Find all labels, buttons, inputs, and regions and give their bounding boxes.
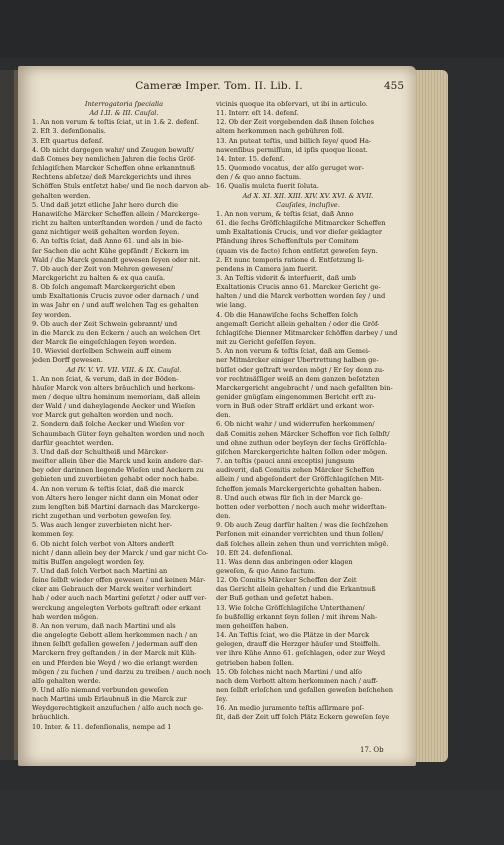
text-line: mögen / zu ſuchen / und darzu zu treiben / auch noch <box>32 667 211 676</box>
text-line: 3. Eſt quartus defenſ. <box>32 136 104 145</box>
text-line: genider gnügſam eingenommen Bericht erſt zu- <box>216 393 376 401</box>
text-line: Marckgericht zu halten & ex qua cauſa. <box>32 273 166 282</box>
text-line: altem herkommen nach gebühren ſoll. <box>216 127 345 136</box>
text-line: jeden Dorff gewesen. <box>32 356 103 365</box>
text-line: in was Jahr en / und auff welchen Tag es gehalten <box>32 301 199 310</box>
text-line: kommen ſey. <box>32 530 75 539</box>
text-line: Interrogatoria ſpecialia <box>84 100 164 108</box>
page-stack-edges <box>414 70 448 762</box>
text-line: den. <box>216 512 231 521</box>
text-line: gelegen, drauff die Herzger häuſer und Steiffelh. <box>216 640 381 649</box>
text-line: umb Exaltationis Crucis, und vor dieſer geklagter <box>216 228 383 237</box>
text-line: (quam vis de facto) ſchon entſetzt geweſen ſeyn. <box>216 246 378 255</box>
text-line: 5. Was auch lenger zuverbieten nicht her- <box>32 521 173 530</box>
text-line: mit zu Gericht geſeſſen ſeyen. <box>216 338 316 347</box>
text-line: 9. Ob auch Zeug darfür halten / was die ſechſzehen <box>216 521 388 530</box>
text-line: ſchlagiſchen Marcker Scheffen ohne erkanntnuß <box>32 164 195 173</box>
text-line: mitis Buſſen angelegt worden ſey. <box>32 557 145 566</box>
text-line: Marckergericht angebracht / und nach gefallten bin- <box>216 383 393 392</box>
text-line: 6. Ob nicht ſolch verbot von Alters anderſt <box>32 539 175 548</box>
text-line: 10. Eſt 24. defenſional. <box>216 548 293 557</box>
text-line: und ohne zuthun oder beyſeyn der ſechs Gröfſchla- <box>216 438 387 447</box>
text-line: allein / und abgeſondert der Gröfſchlagiſchen Mit- <box>216 475 384 484</box>
text-line: 9. Und alſo niemand verbunden geweſen <box>32 686 169 694</box>
text-line: 7. Und daß ſolch Verbot nach Martini an <box>32 566 168 575</box>
text-line: 12. Ob der Zeit vorgebenden daß ihnen ſolches <box>216 118 375 127</box>
text-line: 14. An Teſtis ſciat, wo die Plätze in der Marck <box>216 631 370 640</box>
text-line: umb Exaltationis Crucis zuvor oder darnach / und <box>32 292 199 301</box>
text-line: Pfändung ihres Scheffenſtuls per Comitem <box>216 237 359 246</box>
text-line: daß ſolches allein zehen thun und verrichten mögē. <box>216 539 389 548</box>
text-line: Marckern frey geſtanden / in der Marck mit Küh- <box>32 649 197 658</box>
text-line: 6. Ob nicht wahr / und widerrufen herkommen/ <box>216 420 375 429</box>
text-line: men geheiſſen haben. <box>216 621 289 630</box>
text-line: büſſet oder geſtraft werden mögt / Er ſey denn zu- <box>216 365 385 374</box>
text-line: bräuchlich. <box>32 713 70 722</box>
text-line: angemaſt Gericht allein gehalten / oder die Gröf- <box>216 319 380 328</box>
text-line: ſcheffen jemals Marckergerichte gehalten haben. <box>216 484 382 493</box>
text-line: der Marck ſie eingeſchlagen ſeyen worden. <box>32 338 177 347</box>
text-line: ver ihre Kühe Anno 61. geſchlagen, oder zur Weyd <box>216 649 386 658</box>
text-line: vorn in Buß oder Straff erklärt und erkant wor- <box>216 402 375 411</box>
text-line: 4. Ob die Hanawiſche ſechs Scheffen ſolch <box>216 310 358 319</box>
text-line: nicht / dann allein bey der Marck / und gar nicht Co- <box>32 548 209 557</box>
text-line: 1. An non verum & teſtis ſciat, ut in 1.& 2. defenſ. <box>32 118 199 127</box>
text-line: ſchlagiſche Dienner Mitmarcker ſchöffen darbey / und <box>216 328 398 337</box>
running-header <box>30 80 408 98</box>
text-line: 8. An non verum, daß nach Martini und als <box>32 621 176 630</box>
text-line: men / deque ultra hominum memoriam, daß allein <box>32 393 201 401</box>
text-line: 5. An non verum & teſtis ſciat, daß am Gemei- <box>216 347 371 356</box>
text-line: Schaumbach Güter ſeyn gehalten worden und noch <box>32 429 205 438</box>
text-line: hab werden mögen. <box>32 612 99 621</box>
text-line: wie lang. <box>216 301 247 310</box>
text-line: 15. Ob ſolches nicht nach Martini / und alſo <box>216 667 363 676</box>
text-line: richt zugethan und verboten geweſen ſey. <box>32 512 172 521</box>
text-line: 9. Ob auch der Zeit Schwein gebrannt/ und <box>32 319 178 328</box>
text-line: 7. Ob auch der Zeit von Mehren gewesen/ <box>32 264 173 273</box>
text-line: ſo bußfellig erkannt ſeyn ſollen / mit ihrem Nah- <box>216 612 378 621</box>
text-line: Perſonen mit einander verrichten und thun ſollen/ <box>216 530 384 539</box>
text-line: der Buß gethan und geſetzt haben. <box>216 594 334 603</box>
text-line: ner Mitmärcker einiger Ubertrettung halben ge- <box>216 356 379 365</box>
text-line: 7. an teſtis (pauci anni exceptis) jungsum <box>216 457 355 466</box>
text-line: nach dem Verbott altem herkommen nach / auff- <box>216 676 378 685</box>
text-line: audiverit, daß Comitis zehen Märcker Scheffen <box>216 466 375 475</box>
text-line: darfür geachtet werden. <box>32 438 114 447</box>
text-line: Ad X. XI. XII. XIII. XIV. XV. XVI. & XVII. <box>242 191 374 200</box>
text-line: 11. Interr. eſt 14. defenſ. <box>216 109 299 118</box>
text-line: cker am Gebrauch der Marck weiter verhindert <box>32 585 192 594</box>
right-text-column <box>216 100 400 755</box>
text-line: in die Marck zu den Eckern / auch an welchen Ort <box>32 328 201 337</box>
text-line: Ad IV. V. VI. VII. VIII. & IX. Cauſal. <box>66 365 182 374</box>
left-text-column <box>32 100 216 755</box>
text-line: Ad I.II. & III. Cauſal. <box>89 109 159 118</box>
text-line: 6. An teſtis ſciat, daß Anno 61. und als in bie- <box>32 237 184 246</box>
text-line: 12. Ob Comitis Märcker Scheffen der Zeit <box>216 576 357 585</box>
text-line: alſo gehalten werde. <box>32 676 101 685</box>
text-line: daß Comes bey nemlichen Jahren die ſechs Gröf- <box>32 154 196 163</box>
background-bottom <box>0 790 504 845</box>
text-line: pendens in Camera jam fuerit. <box>216 264 318 273</box>
text-line: nawenſibus permiſſum, id ipſis quoque liceat. <box>216 145 368 154</box>
text-line: halten / und die Marck verbotten worden ſey / und <box>216 292 386 301</box>
page-number: 455 <box>383 80 404 92</box>
text-line: meiſter allein über die Marck und kein andere dar- <box>32 457 203 466</box>
text-line: den. <box>216 411 231 420</box>
text-line: 1. An non verum, & teſtis ſciat, daß Anno <box>216 209 354 218</box>
text-line: en und Pferden bie Weyd / wo die erlangt werden <box>32 658 198 667</box>
text-line: häuſer Marck von alters bräuchlich und herkom- <box>32 383 196 392</box>
text-line: ganz nichtiger weiß gehalten worden ſeyen. <box>32 228 180 237</box>
text-line: Schöffen Stuls entſetzt habe/ und ſie noch darvon ab- <box>32 182 211 191</box>
text-line: ſeine ſelbſt wieder offen gewesen / und keinen Mär- <box>32 576 206 585</box>
text-line: 3. An Teſtis viderit & interfuerit, daß umb <box>216 273 357 282</box>
text-line: daß Comitis zehen Märcker Scheffen vor ſich ſelbſt/ <box>216 429 390 438</box>
text-line: ſey. <box>216 695 228 704</box>
text-line: botten oder verbotten / noch auch mehr widerſtan- <box>216 502 387 511</box>
text-line: ihnen ſelbſt gefallen geweſen / jederman auff den <box>32 640 198 649</box>
text-line: Rechtens abſetze/ deß Marckgerichts und ihres <box>32 173 192 182</box>
text-line: 11. Was denn das anbringen oder klagen <box>216 557 353 566</box>
text-line: Wald / die Marck genandt gewesen ſeyen oder nit. <box>32 255 201 264</box>
text-line: 1. An non ſciat, & verum, daß in der Böden- <box>32 374 179 383</box>
text-line: werckung angelegten Verbots geſtraft oder erkant <box>32 603 201 612</box>
text-line: giſchen Marckergerichte halten ſollen oder mögen. <box>216 447 388 456</box>
text-line: der Wald / und daheylagende Aecker und Wieſen <box>32 402 196 411</box>
text-line: ſer Sachen die acht Kühe gepfändt / Eckern im <box>32 246 189 255</box>
text-line: von Alters hero lenger nicht dann ein Monat oder <box>32 493 199 502</box>
text-line: 4. Ob nicht dargegen wahr/ und Zeugen bewuſt/ <box>32 145 194 154</box>
text-line: 2. Et nunc temporis ratione d. Entſetzung li- <box>216 255 365 264</box>
text-line: 14. Inter. 15. defenſ. <box>216 154 285 163</box>
text-line: 3. Und daß der Schultheiß und Märcker- <box>32 447 169 456</box>
text-line: 2. Sondern daß ſolche Aecker und Wieſen vor <box>32 420 185 429</box>
text-line: 16. Qualis mulcta fuerit ſoluta. <box>216 182 319 191</box>
text-line: vor rechtmäſſiger weiß an dem ganzen beſetzten <box>216 374 380 383</box>
header-title: Cameræ Imper. Tom. II. Lib. I. <box>135 80 303 92</box>
text-line: Weydgerechtigkeit anzuſuchen / alſo auch noch ge- <box>32 704 204 713</box>
text-line: 16. An medio juramento teſtis aſſirmare poſ- <box>216 704 365 713</box>
text-line: 4. An non verum & teſtis ſciat, daß die marck <box>32 484 184 493</box>
text-line: 13. An puteat teſtis, und billich ſeye/ quod Ha- <box>216 136 372 145</box>
text-line: Exaltationis Crucis anno 61. Marcker Gericht ge- <box>216 283 381 292</box>
text-line: 61. die ſechs Gröfſchlagiſche Mitmarcker Scheffen <box>216 219 386 228</box>
text-line: vicinis quoque ita obſervari, ut ibi in articulo. <box>216 100 368 108</box>
text-line: bey oder darinnen liegende Wieſen und Aeckern zu <box>32 466 204 475</box>
text-line: geweſen, & quo Anno factum. <box>216 566 316 575</box>
text-line: hab / oder auch nach Martini geſetzt / oder auff ver- <box>32 594 207 603</box>
text-line: 5. Und daß jetzt etliche Jahr hero durch die <box>32 200 179 209</box>
text-line: ſit, daß der Zeit uff ſolch Plätz Eckern geweſen ſeye <box>216 713 390 722</box>
text-line: nach Martini umb Erlaubnuß in die Marck zur <box>32 695 187 704</box>
text-line: 8. Und auch etwas für ſich in der Marck ge- <box>216 493 363 502</box>
text-line: das Gericht allein gehalten / und die Erkantnuß <box>216 585 376 594</box>
text-line: zum lengſten biß Martini darnach das Marckerge- <box>32 502 200 511</box>
background-top <box>0 0 504 58</box>
text-line: 8. Ob ſolch angemaſt Marckergericht eben <box>32 283 176 292</box>
text-line: den / & quo anno factum. <box>216 173 302 182</box>
text-line: 15. Quomodo vocatus, der alſo geruget wor- <box>216 164 364 173</box>
text-line: 10. Wieviel derſelben Schwein auff einem <box>32 347 172 356</box>
text-line: vor Marck gut gehalten worden und noch. <box>32 411 174 420</box>
text-line: die angelegte Gebott allem herkommen nach / an <box>32 631 198 640</box>
text-line: gebieten und zuverbieten gehabt oder noch habe. <box>32 475 199 484</box>
text-line: 2. Eſt 3. defenſionalis. <box>32 127 106 136</box>
catchword: 17. Ob <box>360 746 384 754</box>
text-line: getrieben haben ſollen. <box>216 658 294 667</box>
text-line: Cauſales, incluſive. <box>276 200 340 209</box>
text-line: 13. Wie ſolche Gröfſchlagiſche Unterthanen/ <box>216 603 365 612</box>
text-line: richt zu halten unterſtanden worden / und de facto <box>32 219 203 228</box>
text-line: nen ſelbſt erloſchen und gefallen geweſen beſchehen <box>216 686 394 694</box>
text-line: Hanawiſche Märcker Scheffen allein / Marckerge- <box>32 209 200 218</box>
text-line: gehalten werden. <box>32 191 91 200</box>
text-line: ſey worden. <box>32 310 72 319</box>
text-line: 10. Inter. & 11. defenſionalis, nempe ad 1 <box>32 722 172 731</box>
